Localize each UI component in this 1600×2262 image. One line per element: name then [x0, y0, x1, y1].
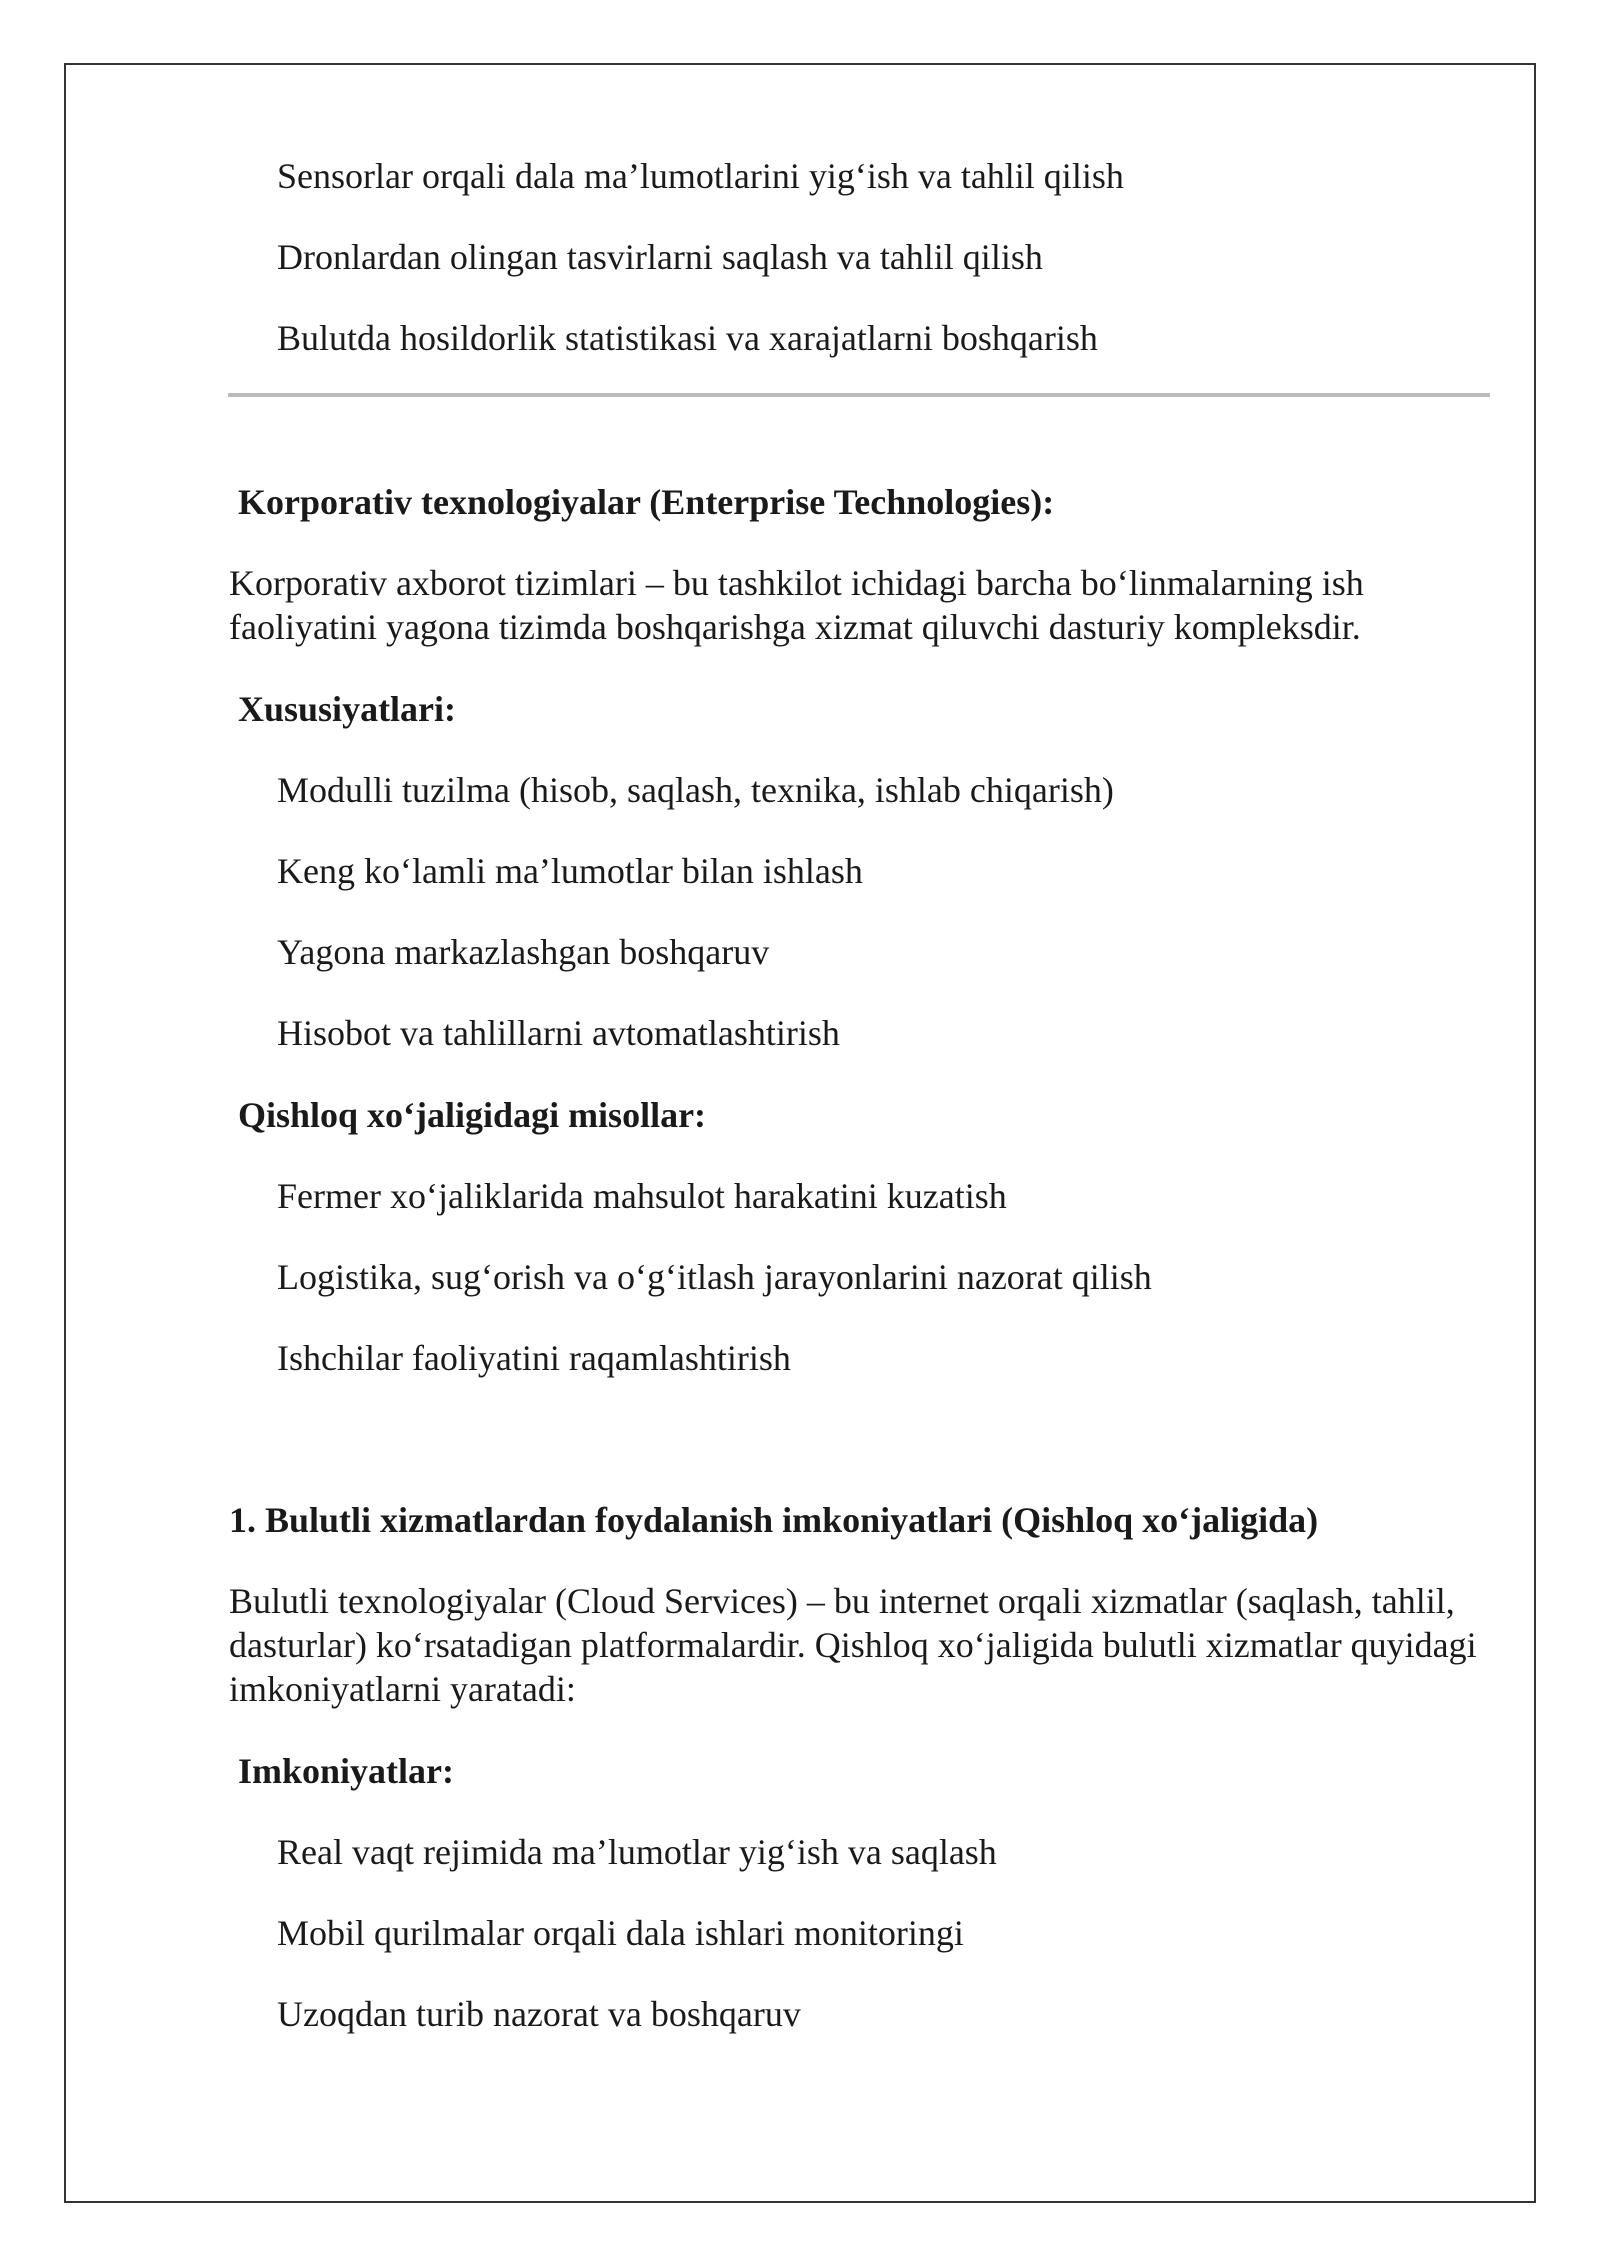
features-heading: Xususiyatlari:	[238, 689, 457, 729]
list-item: Keng ko‘lamli ma’lumotlar bilan ishlash	[277, 851, 863, 891]
list-item: Uzoqdan turib nazorat va boshqaruv	[277, 1994, 801, 2034]
section-heading-corporate: Korporativ texnologiyalar (Enterprise Technologies):	[238, 482, 1055, 522]
list-item: Mobil qurilmalar orqali dala ishlari monitoringi	[277, 1913, 964, 1953]
horizontal-rule	[228, 393, 1490, 397]
list-item: Ishchilar faoliyatini raqamlashtirish	[277, 1338, 791, 1378]
section-heading-cloud: 1. Bulutli xizmatlardan foydalanish imkoniyatlari (Qishloq xo‘jaligida)	[229, 1500, 1319, 1540]
list-item: Yagona markazlashgan boshqaruv	[277, 932, 770, 972]
examples-heading: Qishloq xo‘jaligidagi misollar:	[238, 1095, 707, 1135]
list-item: Sensorlar orqali dala ma’lumotlarini yig‘ish va tahlil qilish	[277, 156, 1124, 196]
paragraph-corporate: Korporativ axborot tizimlari – bu tashkilot ichidagi barcha bo‘linmalarning ish faoliyatini yagona tizimda boshqarishga xizmat qiluvchi dasturiy kompleksdir.	[229, 563, 1364, 647]
list-item: Fermer xo‘jaliklarida mahsulot harakatini kuzatish	[277, 1176, 1007, 1216]
list-item: Modulli tuzilma (hisob, saqlash, texnika, ishlab chiqarish)	[277, 770, 1114, 810]
list-item: Hisobot va tahlillarni avtomatlashtirish	[277, 1013, 840, 1053]
list-item: Bulutda hosildorlik statistikasi va xarajatlarni boshqarish	[277, 318, 1098, 358]
list-item: Logistika, sug‘orish va o‘g‘itlash jarayonlarini nazorat qilish	[277, 1257, 1152, 1297]
list-item: Real vaqt rejimida ma’lumotlar yig‘ish va saqlash	[277, 1832, 997, 1872]
paragraph-cloud: Bulutli texnologiyalar (Cloud Services) – bu internet orqali xizmatlar (saqlash, tahlil, dasturlar) ko‘rsatadigan platformalardir. Qishloq xo‘jaligida bulutli xizmatlar quyidagi imkoniyatlarni yaratadi:	[229, 1581, 1477, 1709]
opportunities-heading: Imkoniyatlar:	[238, 1751, 454, 1791]
list-item: Dronlardan olingan tasvirlarni saqlash va tahlil qilish	[277, 237, 1043, 277]
